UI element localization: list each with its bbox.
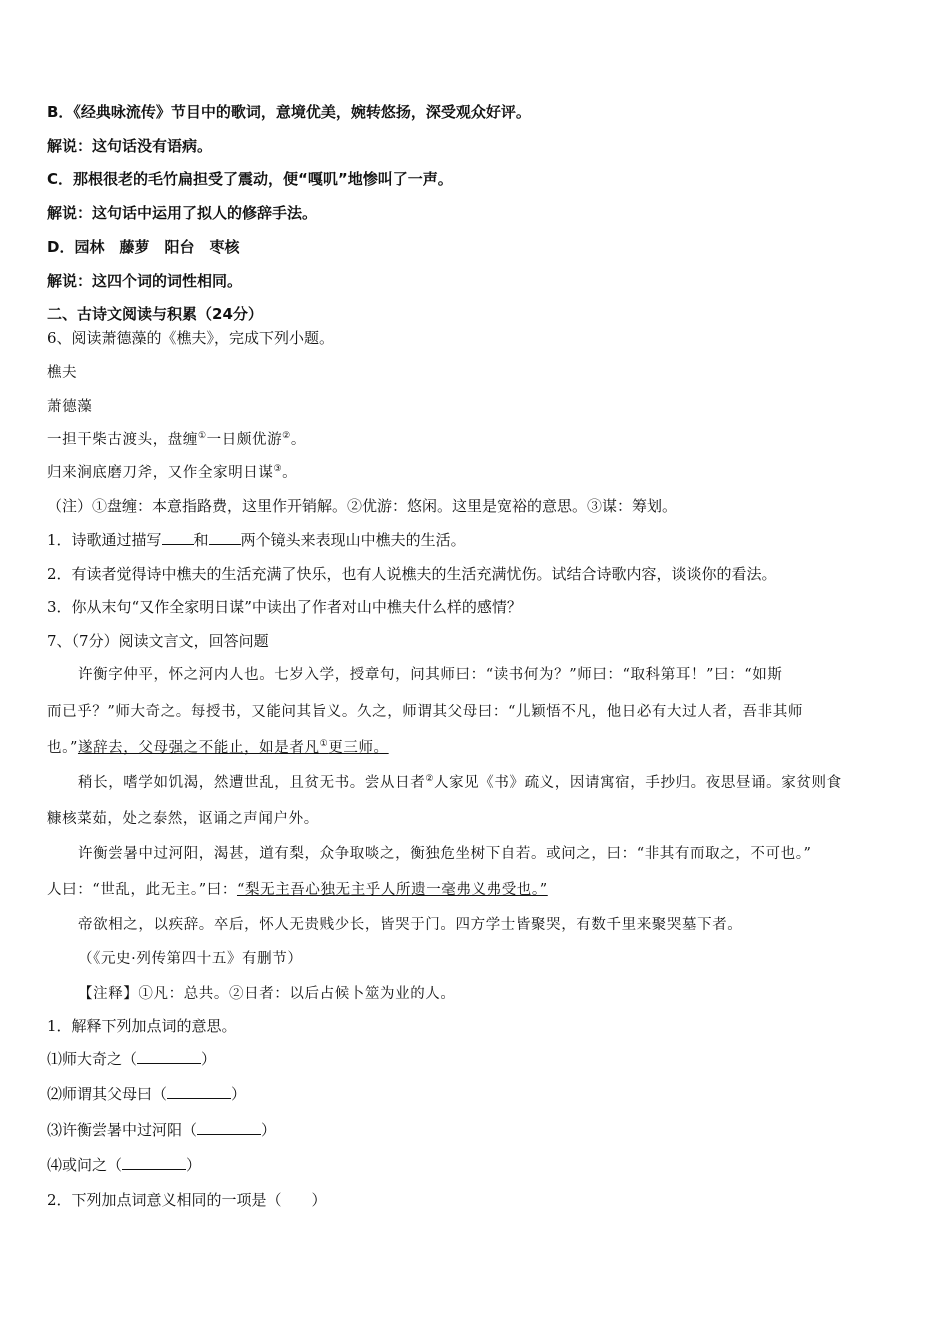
passage-source: （《元史·列传第四十五》有删节）: [78, 951, 303, 967]
poem-line-2: 归来涧底磨刀斧，又作全家明日谋③。: [47, 464, 298, 481]
underlined-sentence-2: “梨无主吾心独无主乎人所遗一毫弗义弗受也。”: [236, 882, 548, 898]
question-6-prompt: 6、阅读萧德藻的《樵夫》，完成下列小题。: [47, 329, 335, 347]
passage-p1-line-1: 许衡字仲平，怀之河内人也。七岁入学，授章句，问其师曰：“读书何为？”师曰：“取科第耳！”曰：“如斯: [78, 667, 783, 683]
passage-p2-line-2: 糠核菜茹，处之泰然，讴诵之声闻户外。: [47, 811, 319, 827]
option-c: C．那根很老的毛竹扁担受了震动，便“嘎叽”地惨叫了一声。: [47, 170, 453, 188]
passage-p3-line-1: 许衡尝暑中过河阳，渴甚，道有梨，众争取啖之，衡独危坐树下自若。或问之，曰：“非其有而取之，不可也。”: [78, 846, 812, 862]
poem-line-1: 一担干柴古渡头，盘缠①一日颇优游②。: [47, 431, 306, 448]
option-b: B．《经典咏流传》节目中的歌词，意境优美，婉转悠扬，深受观众好评。: [47, 103, 531, 121]
q7-sub-2: 2．下列加点词意义相同的一项是（ ）: [47, 1191, 327, 1209]
explanation-b: 解说：这句话没有语病。: [47, 137, 213, 155]
q7-item-1: ⑴师大奇之（ ）: [47, 1050, 217, 1068]
q6-sub-3: 3．你从末句“又作全家明日谋”中读出了作者对山中樵夫什么样的感情？: [47, 598, 522, 616]
passage-annotation: 【注释】①凡：总共。②日者：以后占候卜筮为业的人。: [78, 986, 456, 1002]
explanation-d: 解说：这四个词的词性相同。: [47, 272, 243, 290]
explanation-c: 解说：这句话中运用了拟人的修辞手法。: [47, 204, 318, 222]
poem-title: 樵夫: [47, 365, 78, 381]
q6-sub-2: 2．有读者觉得诗中樵夫的生活充满了快乐，也有人说樵夫的生活充满忧伤。试结合诗歌内容，谈谈你的看法。: [47, 565, 777, 583]
passage-p2-line-1: 稍长，嗜学如饥渴，然遭世乱，且贫无书。尝从日者②人家见《书》疏义，因请寓宿，手抄归。夜思昼诵。家贫则食: [78, 774, 842, 791]
passage-p1-line-2: 而已乎？”师大奇之。每授书，又能问其旨义。久之，师谓其父母曰：“儿颖悟不凡，他日必有大过人者，吾非其师: [47, 704, 803, 720]
passage-p4: 帝欲相之，以疾辞。卒后，怀人无贵贱少长，皆哭于门。四方学士皆聚哭，有数千里来聚哭墓下者。: [78, 917, 743, 933]
q7-item-2: ⑵师谓其父母曰（ ）: [47, 1085, 247, 1103]
underlined-sentence-1: 遂辞去，父母强之不能止，如是者凡①更三师。: [77, 739, 389, 756]
section-heading: 二、古诗文阅读与积累（24分）: [47, 305, 263, 323]
q7-item-4: ⑷或问之（ ）: [47, 1156, 202, 1174]
poem-note: （注）①盘缠：本意指路费，这里作开销解。②优游：悠闲。这里是宽裕的意思。③谋：筹划。: [47, 497, 678, 515]
q6-sub-1: 1．诗歌通过描写 和 两个镜头来表现山中樵夫的生活。: [47, 531, 466, 549]
poem-author: 萧德藻: [47, 399, 93, 415]
q7-sub-1: 1．解释下列加点词的意思。: [47, 1017, 237, 1035]
option-d: D．园林 藤萝 阳台 枣核: [47, 238, 240, 256]
passage-p1-line-3: 也。”遂辞去，父母强之不能止，如是者凡①更三师。: [47, 739, 389, 756]
passage-p3-line-2: 人曰：“世乱，此无主。”曰：“梨无主吾心独无主乎人所遗一毫弗义弗受也。”: [47, 882, 548, 898]
q7-item-3: ⑶许衡尝暑中过河阳（ ）: [47, 1121, 277, 1139]
question-7-prompt: 7、（7分）阅读文言文，回答问题: [47, 632, 269, 650]
